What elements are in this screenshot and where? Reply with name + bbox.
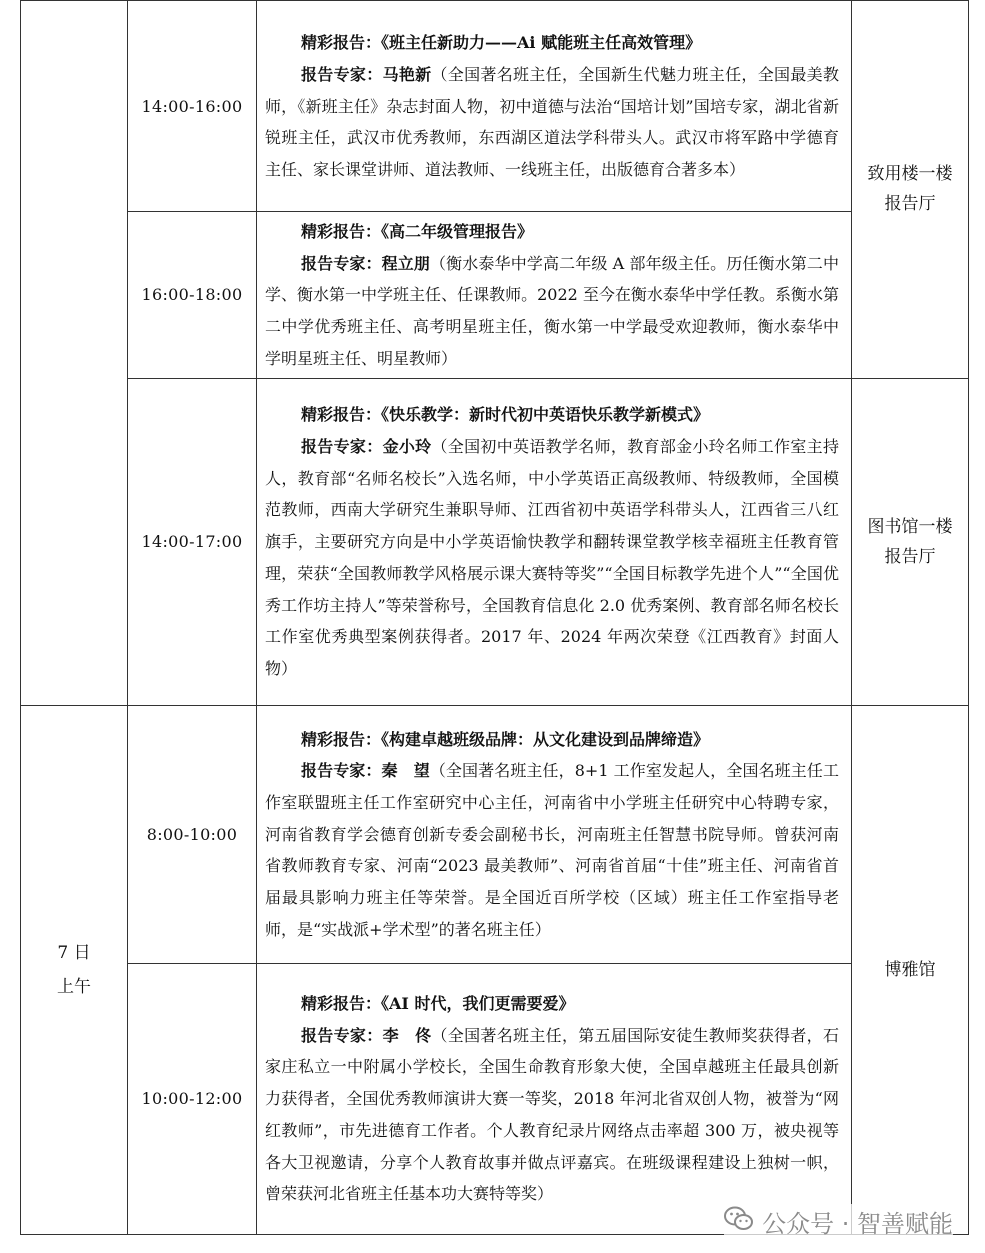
expert-bio (265, 248, 839, 375)
day-period: 上午 (57, 976, 91, 997)
time-cell: 14:00-17:00 (128, 378, 257, 705)
expert-bio (265, 59, 839, 186)
day-cell-empty (21, 1, 128, 706)
venue-name: 图书馆一楼 (867, 516, 953, 537)
venue-cell (852, 1, 969, 379)
schedule-table (20, 0, 969, 1235)
session-content (257, 378, 852, 705)
report-title-line (265, 988, 839, 1020)
time-cell: 8:00-10:00 (128, 705, 257, 963)
report-title: 《AI 时代，我们更需要爱》 (381, 994, 575, 1014)
day-date: 7 日 (57, 942, 91, 963)
expert-name: 秦 望 (381, 761, 430, 781)
report-label: 精彩报告： (301, 405, 382, 425)
expert-label: 报告专家： (301, 1025, 383, 1045)
venue-room: 报告厅 (884, 194, 936, 215)
session-content (257, 212, 852, 379)
expert-description: （衡水泰华中学高二年级 A 部年级主任。历任衡水第二中学、衡水第一中学班主任、任课教师。2022 至今在衡水泰华中学任教。系衡水第二中学优秀班主任、高考明星班主任，衡水第一中学最受欢迎教师，衡水泰华中学明星班主任、明星教师） (265, 253, 839, 368)
session-content (257, 1, 852, 212)
table-row (21, 705, 969, 963)
venue-room: 报告厅 (884, 546, 936, 567)
report-label: 精彩报告： (301, 222, 382, 241)
table-row (21, 212, 969, 379)
table-row (21, 1, 969, 212)
expert-description: （全国著名班主任，第五届国际安徒生教师奖获得者，石家庄私立一中附属小学校长，全国生命教育形象大使，全国卓越班主任最具创新力获得者，全国优秀教师演讲大赛一等奖，2018 年河北省双创人物，被誉为“网红教师”，市先进德育工作者。个人教育纪录片网络点击率超 300 万，被央视等各大卫视邀请，分享个人教育故事并做点评嘉宾。在班级课程建设上独树一帜，曾荣获河北省班主任基本功大赛特等奖） (265, 1025, 839, 1204)
expert-description: （全国初中英语教学名师，教育部金小玲名师工作室主持人，教育部“名师名校长”入选名师，中小学英语正高级教师、特级教师，全国模范教师，西南大学研究生兼职导师、江西省初中英语学科带头人，江西省三八红旗手，主要研究方向是中小学英语愉快教学和翻转课堂教学核幸福班主任教育管理，荣获“全国教师教学风格展示课大赛特等奖”“全国目标教学先进个人”“全国优秀工作坊主持人”等荣誉称号，全国教育信息化 2.0 优秀案例、教育部名师名校长工作室优秀典型案例获得者。2017 年、2024 年两次荣登《江西教育》封面人物） (265, 437, 839, 678)
session-content (257, 705, 852, 963)
report-title: 《构建卓越班级品牌：从文化建设到品牌缔造》 (381, 729, 710, 749)
expert-description: （全国著名班主任，8+1 工作室发起人，全国名班主任工作室联盟班主任工作室研究中心主任，河南省中小学班主任研究中心特聘专家，河南省教育学会德育创新专委会副秘书长，河南班主任智慧书院导师。曾获河南省教师教育专家、河南“2023 最美教师”、河南省首届“十佳”班主任、河南省首届最具影响力班主任等荣誉。是全国近百所学校（区域）班主任工作室指导老师，是“实战派+学术型”的著名班主任） (265, 761, 839, 939)
table-row (21, 378, 969, 705)
time-cell: 16:00-18:00 (128, 212, 257, 379)
expert-name: 马艳新 (382, 64, 432, 84)
expert-label: 报告专家： (301, 437, 383, 457)
venue-name: 致用楼一楼 (867, 164, 953, 185)
report-title-line (265, 27, 839, 59)
report-title-line (265, 399, 839, 431)
expert-label: 报告专家： (301, 253, 382, 273)
wechat-watermark (724, 1204, 953, 1239)
watermark-text: 公众号 · 智善赋能 (762, 1210, 953, 1238)
time-cell: 14:00-16:00 (128, 1, 257, 212)
session-content (257, 963, 852, 1234)
venue-cell (852, 705, 969, 1234)
expert-name: 李 佟 (382, 1025, 432, 1045)
report-title: 《高二年级管理报告》 (381, 222, 534, 241)
expert-bio (265, 1020, 839, 1210)
expert-label: 报告专家： (301, 761, 382, 781)
expert-name: 金小玲 (382, 437, 432, 457)
report-label: 精彩报告： (301, 729, 382, 749)
expert-description: （全国著名班主任，全国新生代魅力班主任，全国最美教师，《新班主任》杂志封面人物，初中道德与法治“国培计划”国培专家，湖北省新锐班主任，武汉市优秀教师，东西湖区道法学科带头人。武汉市将军路中学德育主任、家长课堂讲师、道法教师、一线班主任，出版德育合著多本） (265, 64, 839, 180)
expert-bio (265, 755, 839, 945)
report-title: 《快乐教学：新时代初中英语快乐教学新模式》 (381, 405, 710, 425)
expert-bio (265, 431, 839, 685)
report-title-line (265, 724, 839, 756)
venue-name: 博雅馆 (884, 959, 936, 980)
report-label: 精彩报告： (301, 994, 382, 1014)
time-cell: 10:00-12:00 (128, 963, 257, 1234)
report-title: 《班主任新助力——Ai 赋能班主任高效管理》 (381, 33, 702, 53)
expert-label: 报告专家： (301, 64, 383, 84)
day-cell (21, 705, 128, 1234)
report-label: 精彩报告： (301, 33, 382, 53)
report-title-line (265, 216, 839, 248)
expert-name: 程立朋 (381, 253, 431, 273)
wechat-icon (724, 1206, 754, 1238)
venue-cell (852, 378, 969, 705)
table-row (21, 963, 969, 1234)
